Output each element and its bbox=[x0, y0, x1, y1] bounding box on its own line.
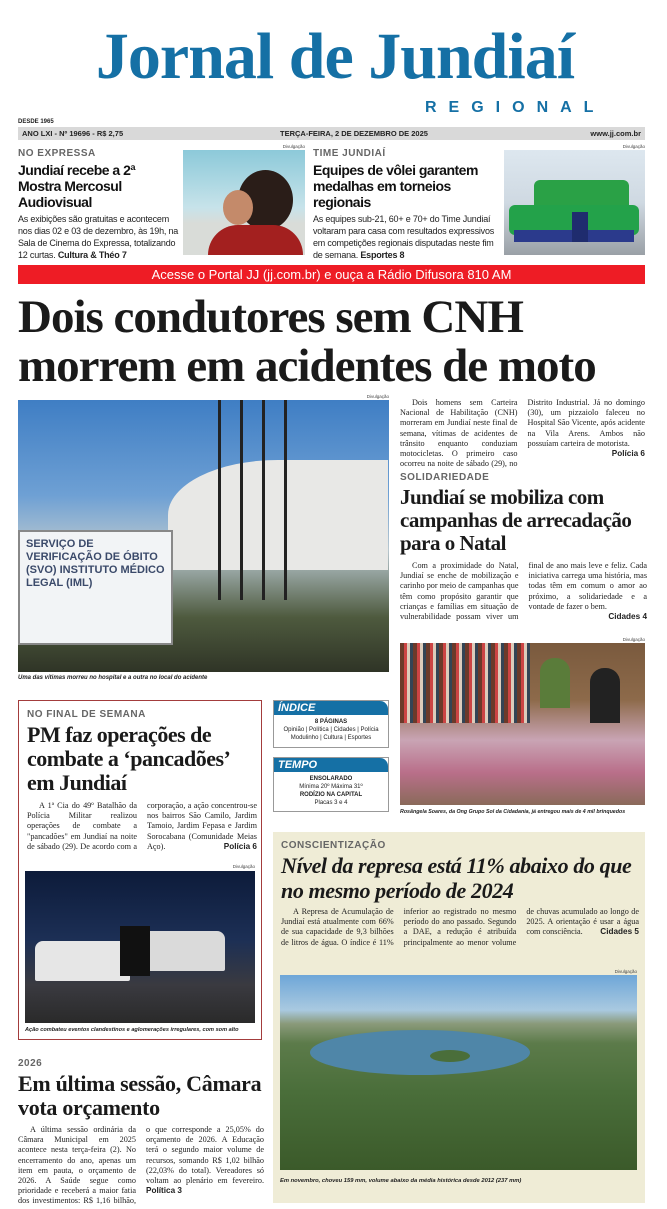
photo-iml bbox=[18, 400, 389, 672]
photo-caption: Em novembro, choveu 159 mm, volume abaixo da média histórica desde 2012 (237 mm) bbox=[280, 1178, 522, 1184]
story-solidariedade[interactable] bbox=[400, 472, 647, 622]
photo-volleyball-team bbox=[504, 150, 645, 255]
rodizio-title: RODÍZIO NA CAPITAL bbox=[299, 792, 363, 798]
headline: PM faz operações de combate a ‘pancadões’ em Jundiaí bbox=[27, 722, 229, 795]
headline: Jundiaí se mobiliza com campanhas de arrecadação para o Natal bbox=[400, 485, 632, 555]
kicker: CONSCIENTIZAÇÃO bbox=[281, 840, 386, 851]
summary: As exibições são gratuitas e acontecem nos dias 02 e 03 de dezembro, às 19h, na Sala de Cinema do Expressa, totalizando 12 curtas. bbox=[18, 214, 179, 260]
summary: As equipes sub-21, 60+ e 70+ do Time Jundiaí voltaram para casa com resultados expressivos em competições regionais disputadas neste fim de semana. bbox=[313, 214, 495, 260]
edition-info: ANO LXI - Nº 19696 - R$ 2,75 bbox=[22, 129, 124, 138]
body-text: A Represa de Acumulação de Jundiaí está atualmente com 66% de sua capacidade de 9,3 bilhões de litros de água. O índice é 11% inferior ao registrado no mesmo período do ano passado. Segundo a DAE, a redução é atribuída principalmente ao menor volume de chuvas acumulado ao longo de 2025. A orientação é usar a água com consciência. bbox=[281, 907, 639, 947]
photo-boy bbox=[183, 150, 305, 255]
photo-police bbox=[25, 871, 255, 1023]
section-ref: Cultura & Théo 7 bbox=[57, 250, 127, 260]
kicker: SOLIDARIEDADE bbox=[400, 472, 490, 483]
temperatures: Mínima 20º Máxima 31º bbox=[299, 784, 363, 790]
section-ref: Polícia 6 bbox=[611, 449, 645, 459]
kicker: NO EXPRESSA bbox=[18, 148, 96, 159]
story-represa-box[interactable] bbox=[273, 832, 645, 1203]
section-ref: Polícia 6 bbox=[223, 841, 257, 851]
headline: Equipes de vôlei garantem medalhas em torneios regionais bbox=[313, 162, 478, 210]
logo: Jornal de Jundiaí bbox=[95, 20, 575, 93]
kicker: NO FINAL DE SEMANA bbox=[27, 709, 146, 720]
photo-credit: Divulgação bbox=[232, 864, 255, 869]
body-text: Com a proximidade do Natal, Jundiaí se enche de mobilização e carinho por meio de campanhas que têm como propósito garantir que crianças e famílias em situação de vulnerabilidade possam viver um final de ano mais leve e feliz. Cada iniciativa carrega uma história, mas todas têm em comum o amor ao próximo, a solidariedade e a vontade de fazer o bem. bbox=[400, 561, 647, 622]
iml-sign: SERVIÇO DE VERIFICAÇÃO DE ÓBITO (SVO) INSTITUTO MÉDICO LEGAL (IML) bbox=[18, 530, 173, 645]
body bbox=[400, 561, 647, 622]
promo-banner[interactable]: Acesse o Portal JJ (jj.com.br) e ouça a Rádio Difusora 810 AM bbox=[18, 265, 645, 284]
body-text: Dois homens sem Carteira Nacional de Habilitação (CNH) morreram em Jundiaí neste final de semana, vítimas de acidentes de trânsito enquanto conduziam motocicletas. O primeiro caso ocorreu na noite de sábado (29), no Distrito Industrial. Já no domingo (30), um pizzaiolo faleceu no Hospital São Vicente, após acidente na Vila Arens. Ambos não possuíam carteira de motorista. bbox=[400, 398, 645, 469]
main-headline: Dois condutores sem CNH morrem em acidentes de moto bbox=[18, 291, 596, 392]
section-ref: Esportes 8 bbox=[360, 250, 405, 260]
weather-box bbox=[273, 757, 389, 812]
photo-caption: Uma das vítimas morreu no hospital e a outra no local do acidente bbox=[18, 675, 208, 681]
section-ref: Política 3 bbox=[146, 1186, 182, 1196]
body-text: A 1ª Cia do 49º Batalhão da Polícia Militar realizou operações de combate a "pancadões" em Jundiaí na noite de sábado (29). De acordo com a corporação, a ação concentrou-se nos bairros São Camilo, Jardim Tamoio, Jardim Fepasa e Jardim Sorocabana (Comunidade Meias Aço). bbox=[27, 801, 257, 851]
body bbox=[27, 801, 257, 852]
photo-reservoir bbox=[280, 975, 637, 1170]
pages-count: 8 PÁGINAS bbox=[314, 719, 348, 725]
weather-condition: ENSOLARADO bbox=[309, 776, 353, 782]
headline: Nível da represa está 11% abaixo do que no mesmo período de 2024 bbox=[281, 853, 632, 903]
story-mostra[interactable] bbox=[18, 148, 180, 261]
sections-line1[interactable]: Opinião | Política | Cidades | Polícia bbox=[283, 727, 379, 733]
edition-bar bbox=[18, 127, 645, 140]
section-ref: Cidades 5 bbox=[600, 927, 639, 937]
since-label: DESDE 1965 bbox=[18, 119, 54, 125]
logo-subtitle: REGIONAL bbox=[425, 99, 606, 116]
story-camara[interactable] bbox=[18, 1058, 264, 1207]
section-ref: Cidades 4 bbox=[608, 612, 647, 622]
index-title: ÍNDICE bbox=[274, 701, 388, 715]
photo-credit: Divulgação bbox=[614, 969, 637, 974]
kicker: 2026 bbox=[18, 1058, 43, 1069]
photo-credit: Divulgação bbox=[366, 394, 389, 399]
photo-credit: Divulgação bbox=[622, 144, 645, 149]
story-pm-box[interactable] bbox=[18, 700, 262, 1040]
photo-credit: Divulgação bbox=[622, 637, 645, 642]
main-body bbox=[400, 398, 645, 469]
story-volei[interactable] bbox=[313, 148, 501, 261]
headline: Em última sessão, Câmara vota orçamento bbox=[18, 1071, 262, 1120]
headline: Jundiaí recebe a 2ª Mostra Mercosul Audiovisual bbox=[18, 162, 136, 210]
rodizio-plates: Placas 3 e 4 bbox=[314, 800, 348, 806]
weather-title: TEMPO bbox=[274, 758, 388, 772]
kicker: TIME JUNDIAÍ bbox=[313, 148, 386, 159]
index-box bbox=[273, 700, 389, 748]
website-link[interactable]: www.jj.com.br bbox=[590, 129, 641, 138]
photo-credit: Divulgação bbox=[282, 144, 305, 149]
photo-caption: Ação combateu eventos clandestinos e aglomerações irregulares, com som alto bbox=[25, 1027, 239, 1033]
body bbox=[18, 1125, 264, 1207]
edition-date: TERÇA-FEIRA, 2 DE DEZEMBRO DE 2025 bbox=[280, 129, 428, 138]
sections-line2[interactable]: Modulinho | Cultura | Esportes bbox=[290, 735, 372, 741]
photo-toys bbox=[400, 643, 645, 805]
photo-caption: Rosângela Soares, da Ong Grupo Sol da Cidadania, já entregou mais de 4 mil brinquedos bbox=[400, 809, 626, 815]
body-text: A última sessão ordinária da Câmara Municipal em 2025 acontece nesta terça-feira (2). No encerramento do ano, apenas um item em pauta, o orçamento de 2026. A Saúde segue como prioridade e receberá a maior fatia dos investimentos: R$ 1,16 bilhão, o que corresponde a 25,05% do orçamento de 2026. A Educação terá o segundo maior volume de recursos, somando R$ 1,02 bilhão (22,03% do total). Vereadores só voltam ao plenário em fevereiro. bbox=[18, 1125, 264, 1206]
body bbox=[281, 907, 639, 948]
